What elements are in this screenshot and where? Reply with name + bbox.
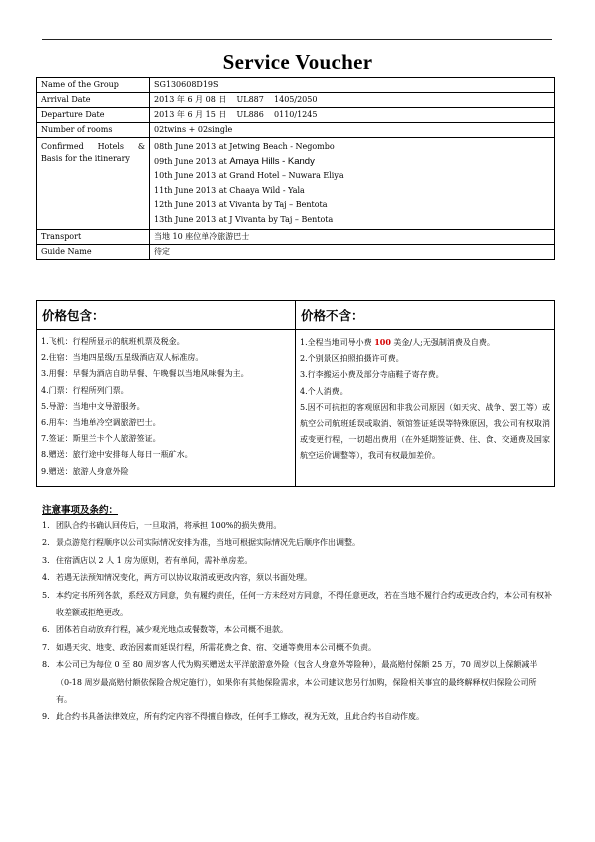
hotel-line [154,140,550,155]
hotel-line-text: 10th June 2013 at Grand Hotel – Nuwara Eliya [154,171,344,180]
voucher-info-table [36,77,555,260]
terms-list [42,517,552,726]
group-row [37,78,555,93]
terms-item [42,534,552,551]
terms-item-text: 此合约书具备法律效应，所有约定内容不得擅自修改，任何手工修改，视为无效，且此合约书自动作废。 [56,712,424,722]
terms-item [42,708,552,725]
rooms-value: 02twins + 02single [150,123,555,138]
excluded-heading: 价格不含： [296,301,555,330]
terms-item-number: 3. [42,555,50,565]
hotel-line-text: 13th June 2013 at J Vivanta by Taj – Bentota [154,214,334,224]
arrival-row [37,93,555,108]
rooms-label: Number of rooms [37,123,150,138]
price-table [36,300,555,487]
hotels-label [37,138,150,230]
terms-item-text: 本约定书所列各款，系经双方同意，负有履约责任，任何一方未经对方同意，不得任意更改，若在当地不履行合约或更改合约，本公司有权补收差额或拒绝更改。 [56,590,552,618]
hotel-line [154,184,550,199]
transport-label: Transport [37,230,150,245]
excluded-item1-text: 美金/人;无强制消费及自费。 [390,338,495,347]
terms-item-number: 4. [42,573,50,583]
hotel-line-text: 09th June 2013 at [154,156,230,166]
included-item: 5.导游：当地中文导游服务。 [41,401,145,411]
terms-item [42,517,552,534]
included-item: 6.用车：当地单冷空调旅游巴士。 [41,418,161,428]
hotel-line-text: 12th June 2013 at Vivanta by Taj – Bentota [154,200,328,209]
tip-amount: 100 [374,337,391,347]
departure-label: Departure Date [37,108,150,123]
terms-item-number: 7. [42,642,50,652]
included-item: 7.签证：斯里兰卡个人旅游签证。 [41,434,161,444]
guide-row [37,245,555,260]
price-head-row [37,301,555,330]
included-list [37,330,296,487]
terms-item-number: 2. [42,538,50,548]
terms-item [42,552,552,569]
terms-item [42,656,552,708]
group-value: SG130608D19S [150,78,555,93]
included-item: 2.住宿：当地四星级/五星级酒店双人标准房。 [41,353,204,363]
hotels-label-line2: Basis for the itinerary [41,154,130,163]
departure-row [37,108,555,123]
excluded-item: 5.因不可抗拒的客观原因和非我公司原因（如天灾、战争、罢工等）或航空公司航班延误或取消、领馆签证延误等特殊原因，我公司有权取消或变更行程，一切超出费用（在外延期签证费、住、食、交通费及国家航空运价调整等），我司有权最加差价。 [300,402,550,461]
excluded-item: 2.个别景区拍照拍摄许可费。 [300,354,404,364]
terms-item-text: 团队合约书确认回传后，一旦取消，将承担 100%的损失费用。 [56,521,282,530]
included-item: 3.用餐：早餐为酒店自助早餐、午晚餐以当地风味餐为主。 [41,369,249,379]
rooms-row [37,123,555,138]
excluded-item: 3.行李搬运小费及部分寺庙鞋子寄存费。 [300,370,444,380]
hotel-line [154,213,550,228]
hotels-row [37,138,555,230]
included-heading: 价格包含： [37,301,296,330]
guide-value: 待定 [150,245,555,260]
transport-value: 当地 10 座位单冷旅游巴士 [150,230,555,245]
terms-item-text: 团体若自动放弃行程，减少观光地点或餐数等，本公司概不退款。 [56,625,288,635]
terms-item-number: 1. [42,521,50,530]
terms-item-number: 9. [42,712,50,722]
excluded-list [296,330,555,487]
departure-value: 2013 年 6 月 15 日 UL886 0110/1245 [150,108,555,123]
included-item: 1.飞机：行程所显示的航班机票及税金。 [41,337,185,346]
hotel-line [154,169,550,184]
excluded-item: 4.个人消费。 [300,386,348,396]
excluded-item [300,334,550,351]
transport-row [37,230,555,245]
group-label: Name of the Group [37,78,150,93]
terms-item-text: 住宿酒店以 2 人 1 房为原则，若有单间，需补单房差。 [56,555,253,565]
hotels-list [150,138,555,230]
terms-item [42,639,552,656]
terms-item-text: 若遇无法预知情况变化，两方可以协议取消或更改内容，须以书面处理。 [56,573,312,583]
hotel-line [154,155,550,170]
included-item: 4.门票：行程所列门票。 [41,385,129,395]
arrival-label: Arrival Date [37,93,150,108]
page-title: Service Voucher [222,50,373,74]
excluded-item1-text: 1.全程当地司导小费 [300,338,375,347]
included-item: 8.赠送：旅行途中安排每人每日一瓶矿水。 [41,450,193,460]
hotels-label-line1: Confirmed Hotels & [41,142,145,151]
terms-item [42,587,552,622]
terms-heading: 注意事项及条约： [42,505,119,516]
terms-item-number: 6. [42,625,50,635]
terms-item-text: 本公司已为每位 0 至 80 周岁客人代为购买赠送太平洋旅游意外险（包含人身意外等险种），最高赔付保额 25 万，70 周岁以上保额减半（0-18 周岁最高赔付额依保险合规定施行），如果你有其他保险需求，本公司建议您另行加购，保险相关事宜的最终解释权归保险公司所有。 [56,660,538,705]
hotel-line-name: Amaya Hills - Kandy [229,155,315,167]
hotel-line [154,198,550,213]
top-rule [42,39,552,40]
terms-item-number: 8. [42,660,50,670]
guide-label: Guide Name [37,245,150,260]
terms-item [42,621,552,638]
terms-item-number: 5. [42,590,50,600]
price-body-row [37,330,555,487]
terms-item-text: 景点游览行程顺序以公司实际情况安排为准，当地可根据实际情况先后顺序作出调整。 [56,538,360,548]
hotel-line-text: 11th June 2013 at Chaaya Wild - Yala [154,185,305,195]
terms-item [42,569,552,586]
terms-item-text: 如遇天灾、地变、政治因素而延误行程，所需花费之食、宿、交通等费用本公司概不负责。 [56,642,376,652]
arrival-value: 2013 年 6 月 08 日 UL887 1405/2050 [150,93,555,108]
hotel-line-text: 08th June 2013 at Jetwing Beach - Negombo [154,142,335,151]
included-item: 9.赠送：旅游人身意外险 [41,466,129,476]
